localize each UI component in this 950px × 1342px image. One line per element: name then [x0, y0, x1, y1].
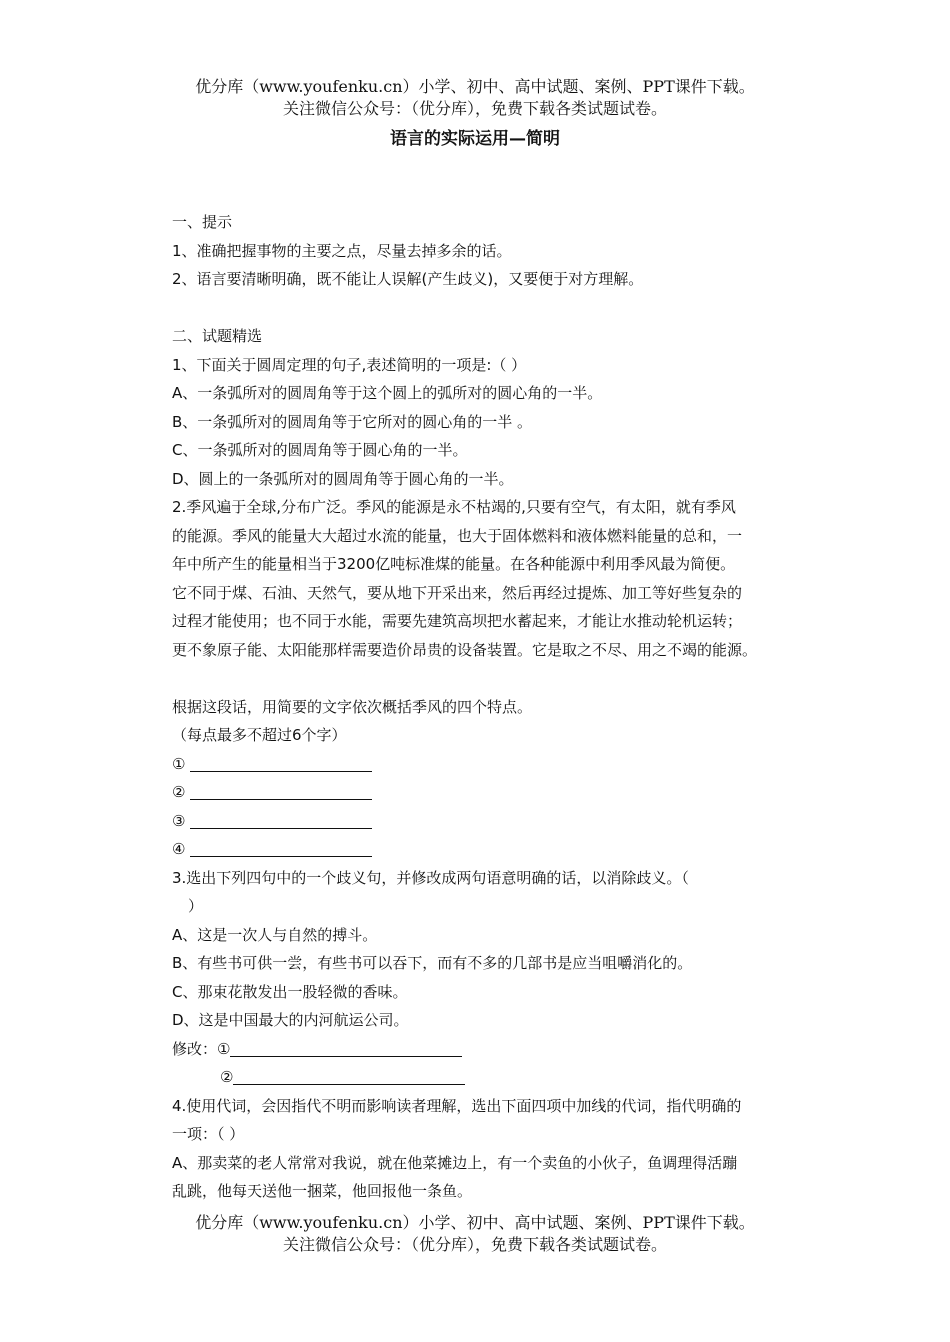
q2-passage-line: 更不象原子能、太阳能那样需要造价昂贵的设备装置。它是取之不尽、用之不竭的能源。 [172, 640, 758, 659]
questions-heading: 二、试题精选 [172, 327, 263, 345]
q3-revise-line-2 [172, 1063, 822, 1092]
q2-answer-line-3 [172, 807, 822, 836]
q1-option-d: D、圆上的一条弧所对的圆周角等于圆心角的一半。 [172, 469, 514, 488]
q2-answer-line-2 [172, 778, 822, 807]
page-title: 语言的实际运用—简明 [390, 129, 560, 149]
revise-marker: ② [220, 1068, 234, 1086]
answer-marker: ④ [172, 840, 186, 858]
revise-marker: ① [217, 1039, 231, 1058]
q2-passage-line: 它不同于煤、石油、天然气，要从地下开采出来，然后再经过提炼、加工等好些复杂的 [172, 583, 743, 602]
tip-item: 2、语言要清晰明确，既不能让人误解(产生歧义)，又要便于对方理解。 [172, 270, 644, 288]
tips-heading: 一、提示 [172, 213, 233, 231]
q3-revise-line-1 [172, 1035, 822, 1064]
revise-blank[interactable] [230, 1038, 462, 1057]
q3-option-b: B、有些书可供一尝，有些书可以吞下，而有不多的几部书是应当咀嚼消化的。 [172, 954, 693, 972]
q2-answer-line-4 [172, 835, 822, 864]
answer-marker: ③ [172, 811, 186, 830]
footer-line-1: 优分库（www.youfenku.cn）小学、初中、高中试题、案例、PPT课件下载。 [195, 1213, 755, 1232]
q3-option-d: D、这是中国最大的内河航运公司。 [172, 1011, 409, 1029]
answer-blank[interactable] [190, 838, 372, 857]
answer-blank[interactable] [190, 753, 372, 772]
q2-passage-line: 年中所产生的能量相当于3200亿吨标准煤的能量。在各种能源中利用季风最为简便。 [172, 555, 736, 573]
footer-line-2: 关注微信公众号：（优分库），免费下载各类试题试卷。 [282, 1235, 667, 1254]
q2-instruction: 根据这段话，用简要的文字依次概括季风的四个特点。 [172, 697, 533, 716]
answer-marker: ② [172, 783, 186, 801]
q2-answer-line-1 [172, 750, 822, 779]
q3-option-c: C、那束花散发出一股轻微的香味。 [172, 982, 408, 1001]
answer-marker: ① [172, 754, 186, 773]
answer-blank[interactable] [190, 810, 372, 829]
header-line-2: 关注微信公众号：（优分库），免费下载各类试题试卷。 [282, 99, 667, 118]
q2-note: （每点最多不超过6个字） [172, 726, 347, 744]
q1-option-b: B、一条弧所对的圆周角等于它所对的圆心角的一半 。 [172, 412, 533, 431]
q1-stem: 1、下面关于圆周定理的句子,表述简明的一项是:（ ） [172, 355, 527, 374]
q4-stem: 4.使用代词，会因指代不明而影响读者理解，选出下面四项中加线的代词，指代明确的 [172, 1096, 742, 1115]
q4-option-a-line: 乱跳，他每天送他一捆菜，他回报他一条鱼。 [172, 1182, 473, 1200]
q2-passage-line: 的能源。季风的能量大大超过水流的能量，也大于固体燃料和液体燃料能量的总和，一 [172, 526, 743, 545]
q3-stem: 3.选出下列四句中的一个歧义句，并修改成两句语意明确的话，以消除歧义。（ [172, 868, 689, 887]
q4-option-a-line: A、那卖菜的老人常常对我说，就在他菜摊边上，有一个卖鱼的小伙子，鱼调理得活蹦 [172, 1153, 738, 1172]
q1-option-a: A、一条弧所对的圆周角等于这个圆上的弧所对的圆心角的一半。 [172, 384, 603, 402]
q4-stem-cont: 一项：（ ） [172, 1125, 245, 1143]
document-body [172, 208, 822, 1206]
tip-item: 1、准确把握事物的主要之点，尽量去掉多余的话。 [172, 241, 512, 260]
revise-label: 修改： [172, 1039, 218, 1058]
answer-blank[interactable] [190, 781, 372, 800]
q2-passage-line: 2.季风遍于全球,分布广泛。季风的能源是永不枯竭的,只要有空气，有太阳，就有季风 [172, 498, 736, 516]
q1-option-c: C、一条弧所对的圆周角等于圆心角的一半。 [172, 441, 468, 459]
header-line-1: 优分库（www.youfenku.cn）小学、初中、高中试题、案例、PPT课件下载。 [195, 77, 755, 96]
q3-option-a: A、这是一次人与自然的搏斗。 [172, 925, 378, 944]
q2-passage-line: 过程才能使用；也不同于水能，需要先建筑高坝把水蓄起来，才能让水推动轮机运转； [172, 612, 743, 630]
q3-stem-cont: ） [188, 897, 204, 915]
revise-blank[interactable] [233, 1066, 465, 1085]
